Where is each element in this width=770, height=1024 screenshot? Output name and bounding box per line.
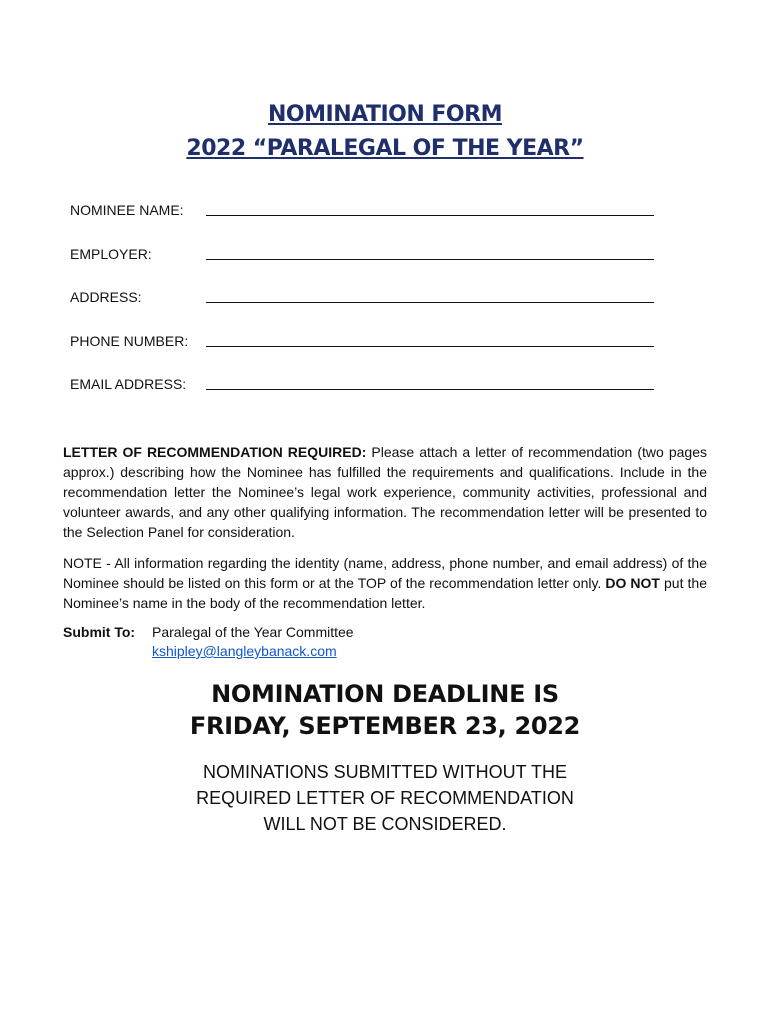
phone-number-label: PHONE NUMBER:	[70, 333, 189, 349]
warning-line-1: NOMINATIONS SUBMITTED WITHOUT THE	[203, 762, 567, 782]
note-text: NOTE - All information regarding the identity (name, address, phone number, and email address) of the Nominee should be listed on this form or at the TOP of the recommendation letter only.	[63, 555, 707, 591]
submit-recipient: Paralegal of the Year Committee	[152, 624, 354, 640]
nominee-name-line[interactable]	[206, 215, 654, 216]
deadline-line-1: NOMINATION DEADLINE IS	[211, 680, 559, 708]
email-address-line[interactable]	[206, 389, 654, 390]
letter-heading: LETTER OF RECOMMENDATION REQUIRED:	[63, 444, 367, 460]
deadline-line-2: FRIDAY, SEPTEMBER 23, 2022	[189, 712, 581, 740]
letter-body: Please attach a letter of recommendation (two pages approx.) describing how the Nominee has fulfilled the requirements and qualifications. Include in the recommendation letter the Nominee’s legal work experience, community activities, professional and volunteer awards, and any other qualifying information. The recommendation letter will be presented to the Selection Panel for consideration.	[63, 444, 707, 540]
employer-label: EMPLOYER:	[70, 246, 152, 262]
email-address-label: EMAIL ADDRESS:	[70, 376, 187, 392]
warning-line-3: WILL NOT BE CONSIDERED.	[263, 814, 507, 834]
note-paragraph	[63, 553, 707, 613]
phone-number-line[interactable]	[206, 346, 654, 347]
employer-line[interactable]	[206, 259, 654, 260]
note-tail: put the Nominee’s name in the body of the recommendation letter.	[63, 575, 707, 611]
warning-line-2: REQUIRED LETTER OF RECOMMENDATION	[196, 788, 574, 808]
form-subtitle: 2022 “PARALEGAL OF THE YEAR”	[186, 136, 584, 161]
letter-of-recommendation-paragraph	[63, 442, 707, 542]
nominee-name-label: NOMINEE NAME:	[70, 202, 184, 218]
address-label: ADDRESS:	[70, 289, 142, 305]
address-line[interactable]	[206, 302, 654, 303]
form-title: NOMINATION FORM	[268, 102, 502, 127]
note-emphasis: DO NOT	[605, 575, 660, 591]
submit-to-label: Submit To:	[63, 624, 136, 640]
submit-email-link[interactable]: kshipley@langleybanack.com	[152, 643, 337, 659]
